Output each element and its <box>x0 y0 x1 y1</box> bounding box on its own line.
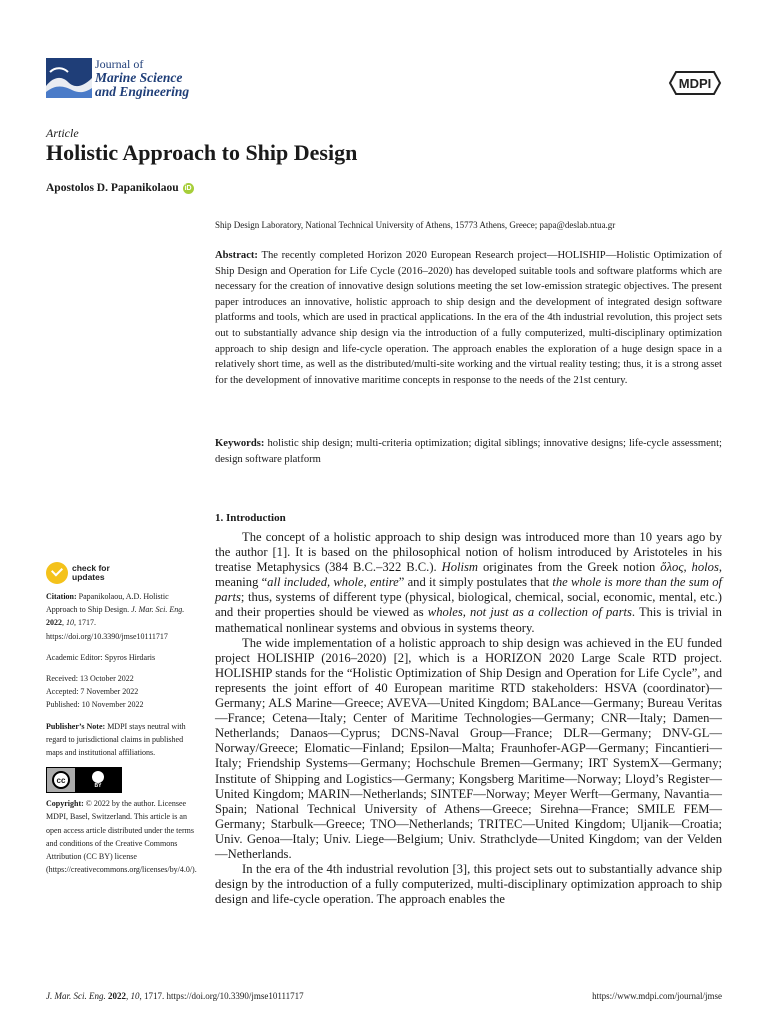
orcid-icon[interactable]: iD <box>184 184 192 192</box>
mdpi-logo-text: MDPI <box>678 76 712 91</box>
journal-name <box>95 58 189 99</box>
publishers-note: Publisher’s Note: MDPI stays neutral with regard to jurisdictional claims in published maps and institutional affiliations. <box>46 721 186 758</box>
keywords <box>215 436 722 467</box>
journal-line2: and Engineering <box>95 84 190 99</box>
affiliation: Ship Design Laboratory, National Technical University of Athens, 15773 Athens, Greece; papa@deslab.ntua.gr <box>215 220 616 230</box>
published-date: Published: 10 November 2022 <box>46 700 144 710</box>
footer-journal-url[interactable]: https://www.mdpi.com/journal/jmse <box>592 991 722 1001</box>
keywords-text: holistic ship design; multi-criteria optimization; digital siblings; innovative designs; life-cycle assessment; design software platform <box>215 438 722 465</box>
article-type: Article <box>46 126 79 140</box>
received-date: Received: 13 October 2022 <box>46 674 134 684</box>
academic-editor: Academic Editor: Spyros Hirdaris <box>46 652 156 662</box>
check-updates-line2: updates <box>72 572 105 582</box>
attribution-person-icon <box>92 771 104 783</box>
cc-by-license-badge[interactable] <box>46 767 122 793</box>
mdpi-logo <box>668 70 722 96</box>
author-line <box>46 182 194 194</box>
journal-wave-logo <box>46 58 92 98</box>
by-label: BY <box>94 783 102 790</box>
reference-link-2[interactable]: [2] <box>393 650 409 665</box>
copyright: Copyright: © 2022 by the author. Licensee MDPI, Basel, Switzerland. This article is an open access article distributed under the terms and conditions of the Creative Commons Attribution (CC BY) license (https://creativecommons.org/licenses/by/4.0/). <box>46 799 197 875</box>
journal-line1: Marine Science <box>95 70 183 85</box>
check-updates-icon <box>46 562 68 584</box>
article-title: Holistic Approach to Ship Design <box>46 140 358 165</box>
section-heading: 1. Introduction <box>215 512 286 524</box>
cc-icon: cc <box>52 771 70 789</box>
journal-prefix: Journal of <box>95 57 144 71</box>
keywords-label: Keywords: <box>215 438 265 449</box>
check-for-updates-button[interactable] <box>46 562 196 584</box>
abstract <box>215 248 722 388</box>
paragraph-3: In the era of the 4th industrial revolution [3], this project sets out to substantially advance ship design by the introduction of a fully computerized, multi-disciplinary optimization approach to ship design and life-cycle operation. The approach enables the <box>215 862 722 907</box>
reference-link-1[interactable]: [1] <box>272 545 288 560</box>
footer-citation: J. Mar. Sci. Eng. 2022, 10, 1717. https://doi.org/10.3390/jmse10111717 <box>46 991 304 1001</box>
paragraph-2: The wide implementation of a holistic approach to ship design was achieved in the EU funded project HOLISHIP (2016–2020) [2], which is a HORIZON 2020 Large Scale RTD project. HOLISHIP stands for the “Holistic Optimization of Ship Design and Operation for Life Cycle”, and represents the joint effort of 40 European maritime RTD stakeholders: HSVA (coordinator)—Germany; ALS Marine—Greece; AVEVA—United Kingdom; BALance—Germany; Bureau Veritas—France; Cetena—Italy; Center of Maritime Technologies—Germany; CNR—Italy; Damen—Netherlands; Danaos—Cyprus; DCNS-Naval Group—France; DLR—Germany; DNV-GL—Norway/Greece; Elomatic—Finland; Epsilon—Malta; Fraunhofer-AGP—Germany; Fincantieri—Italy; Friendship Systems—Germany; Hochschule Bremen—Germany; IRT SystemX—Germany; Institute of Shipping and Logistics—Germany; Kongsberg Maritime—Norway; Lloyd’s Register—United Kingdom; MARIN—Netherlands; SINTEF—Norway; Meyer Werft—Germany, Navantia—Spain; National Technical University of Athens—Greece; Sirehna—France; SMILE FEM—Germany; Starbulk—Greece; TNO—Netherlands; TRITEC—United Kingdom; Uljanik—Croatia; Univ. Genoa—Italy; Univ. Liege—Belgium; Univ. Strathclyde—United Kingdom; van der Velden—Netherlands. <box>215 635 722 861</box>
accepted-date: Accepted: 7 November 2022 <box>46 687 139 697</box>
section-body <box>215 530 722 907</box>
paragraph-1: The concept of a holistic approach to ship design was introduced more than 10 years ago by the author [1]. It is based on the philosophical notion of holism introduced by Aristoteles in his treatise Metaphysics (384 B.C.–322 B.C.). Holism originates from the Greek notion ὅλος, holos, meaning “all included, whole, entire” and it simply postulates that the whole is more than the sum of parts; thus, systems of different type (physical, biological, chemical, social, economic, mental, etc.) and their properties should be viewed as wholes, not just as a collection of parts. This is trivial in mathematical nonlinear systems and obvious in systems theory. <box>215 530 722 635</box>
reference-link-3[interactable]: [3] <box>452 862 468 877</box>
abstract-text: The recently completed Horizon 2020 European Research project—HOLISHIP—Holistic Optimization of Ship Design and Operation for Life Cycle (2016–2020) has developed suitable tools and software platforms which are necessary for the creation of innovative design solutions meeting the set low-emission strategic objectives. The present paper introduces an innovative, holistic approach to ship design and the development of integrated design software platforms and tools, which are used in practical applications. In the era of the 4th industrial revolution, this project sets out to substantially advance ship design via the introduction of a fully computerized, multi-disciplinary optimization approach to ship design and life-cycle operation. The approach enables the exploration of a huge design space in a relatively short time, as well as the distributed/multi-site working and the virtual reality testing; thus, it is a strong asset for the development of innovative maritime concepts in response to the needs of the 21st century. <box>215 250 722 386</box>
author-name[interactable]: Apostolos D. Papanikolaou <box>46 182 179 194</box>
citation: Citation: Papanikolaou, A.D. Holistic Approach to Ship Design. J. Mar. Sci. Eng. 2022, 10, 1717. https://doi.org/10.3390/jmse10111717 <box>46 592 185 641</box>
abstract-label: Abstract: <box>215 250 258 261</box>
sidebar <box>46 562 196 884</box>
check-updates-line1: check for <box>72 563 110 573</box>
